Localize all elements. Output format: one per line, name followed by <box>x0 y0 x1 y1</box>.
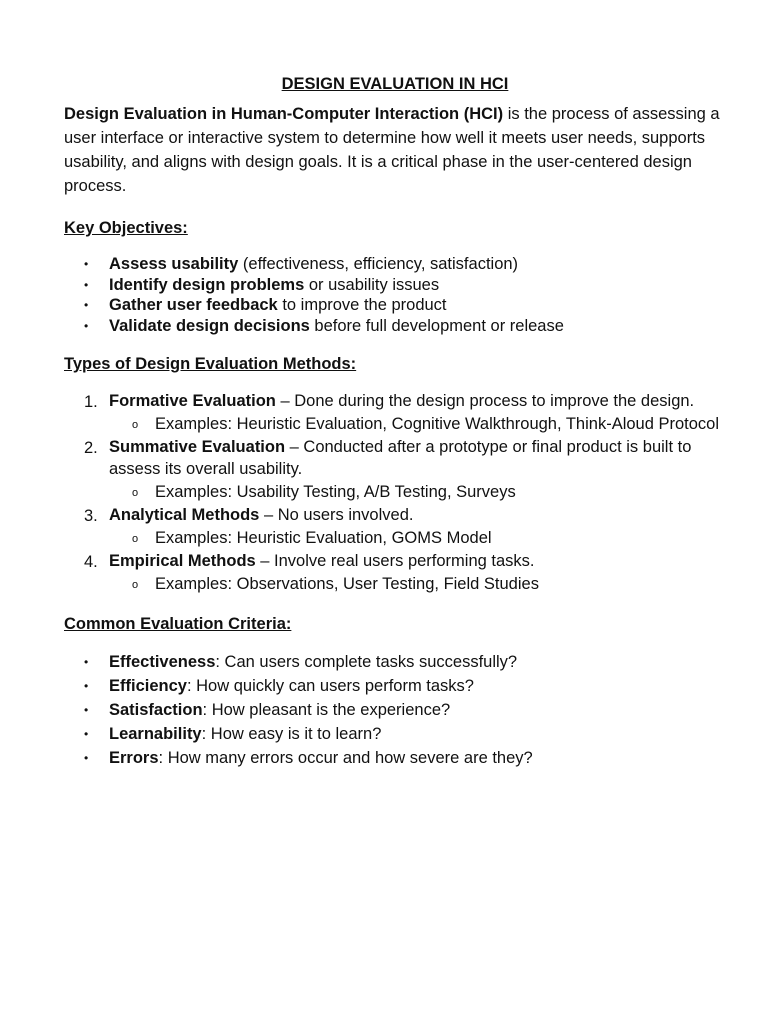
item-number: 2. <box>84 439 98 457</box>
item-text: before full development or release <box>309 316 564 335</box>
item-text: : How easy is it to learn? <box>201 725 382 743</box>
method-item <box>64 436 724 504</box>
item-text: : How quickly can users perform tasks? <box>186 677 474 695</box>
item-bold: Identify design problems <box>109 275 305 294</box>
method-description: – No users involved. <box>259 506 414 524</box>
methods-heading: Types of Design Evaluation Methods: <box>64 355 357 373</box>
criteria-list <box>64 650 724 770</box>
item-bold: Validate design decisions <box>109 316 310 335</box>
item-bold: Assess usability <box>109 255 239 273</box>
item-bold: Effectiveness <box>109 653 216 671</box>
intro-text: is the process of assessing a user interface or interactive system to determine how well it meets user needs, supports usability, and aligns with design goals. It is a critical phase in the user-centered design process. <box>64 105 720 195</box>
list-item <box>64 674 724 698</box>
examples-list <box>109 412 724 436</box>
list-item <box>64 698 724 722</box>
list-item <box>64 275 724 296</box>
method-description: – Involve real users performing tasks. <box>255 552 535 570</box>
item-bold: Errors <box>109 749 159 767</box>
item-bold: Satisfaction <box>109 701 203 719</box>
examples-list <box>109 572 724 596</box>
list-item <box>64 316 724 337</box>
item-number: 1. <box>84 393 98 411</box>
examples-item: o Examples: Heuristic Evaluation, GOMS Model <box>109 526 724 550</box>
examples-item: o Examples: Heuristic Evaluation, Cognitive Walkthrough, Think-Aloud Protocol <box>109 412 724 436</box>
item-number: 3. <box>84 507 98 525</box>
method-item <box>64 390 724 436</box>
intro-paragraph <box>64 102 724 198</box>
item-bold: Efficiency <box>109 677 187 695</box>
intro-bold-term: Design Evaluation in Human-Computer Interaction (HCI) <box>64 105 504 123</box>
item-bold: Learnability <box>109 725 202 743</box>
key-objectives-heading: Key Objectives: <box>64 219 188 237</box>
list-item <box>64 746 724 770</box>
item-text: or usability issues <box>304 275 440 294</box>
method-name: Empirical Methods <box>109 552 256 570</box>
method-description: – Done during the design process to improve the design. <box>275 392 695 410</box>
method-name: Formative Evaluation <box>109 392 276 410</box>
method-item <box>64 504 724 550</box>
examples-item: o Examples: Observations, User Testing, Field Studies <box>109 572 724 596</box>
document-title: DESIGN EVALUATION IN HCI <box>281 75 509 93</box>
item-bold: Gather user feedback <box>109 296 278 314</box>
list-item <box>64 650 724 674</box>
examples-list <box>109 480 724 504</box>
list-item <box>64 295 724 316</box>
examples-item: o Examples: Usability Testing, A/B Testing, Surveys <box>109 480 724 504</box>
method-name: Analytical Methods <box>109 506 260 524</box>
document-page <box>64 72 724 786</box>
item-text: (effectiveness, efficiency, satisfaction) <box>238 255 519 273</box>
item-number: 4. <box>84 553 98 571</box>
item-text: : How pleasant is the experience? <box>202 701 451 719</box>
criteria-heading: Common Evaluation Criteria: <box>64 615 292 633</box>
item-text: : How many errors occur and how severe are they? <box>158 749 533 767</box>
item-text: to improve the product <box>277 296 447 314</box>
method-item <box>64 550 724 596</box>
item-text: : Can users complete tasks successfully? <box>215 653 518 671</box>
key-objectives-list <box>64 254 724 336</box>
method-name: Summative Evaluation <box>109 438 286 456</box>
methods-list <box>64 390 724 596</box>
list-item <box>64 722 724 746</box>
list-item <box>64 254 724 275</box>
examples-list <box>109 526 724 550</box>
method-description: – Conducted after a prototype or final product is built to assess its overall usability. <box>109 438 692 478</box>
